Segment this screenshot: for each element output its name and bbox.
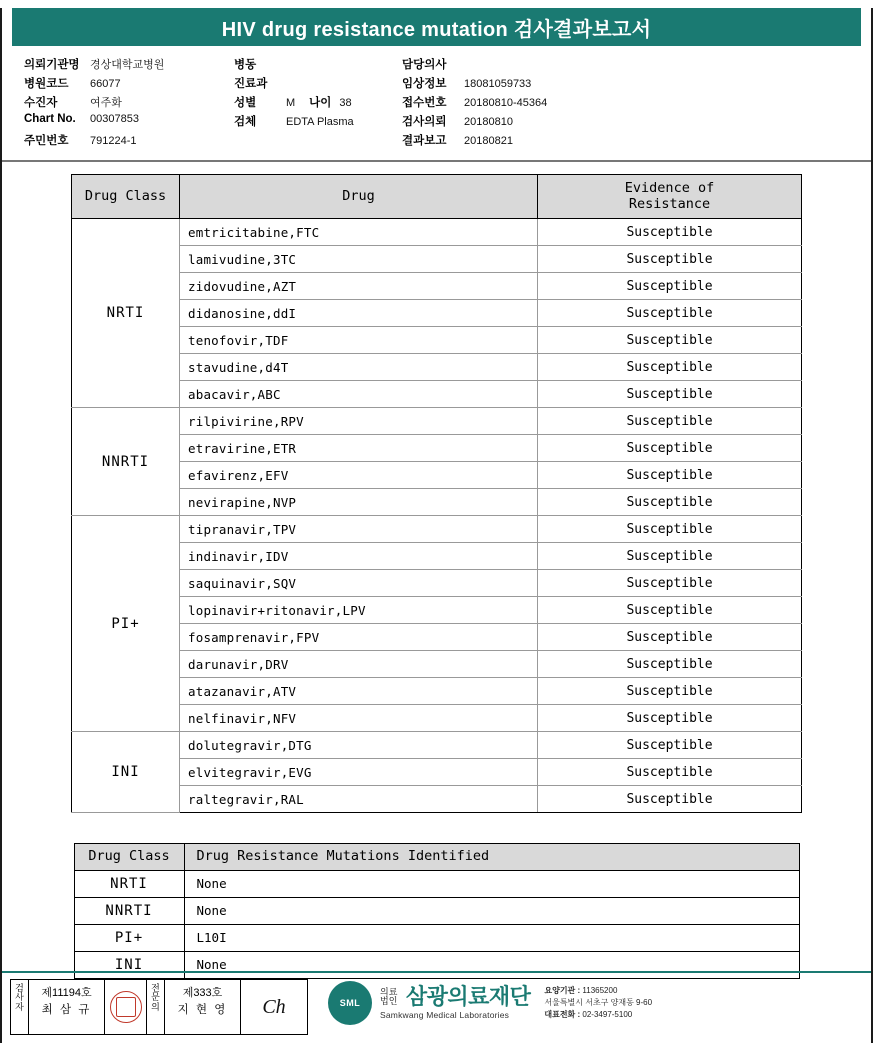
drug-name-cell: elvitegravir,EVG	[180, 759, 538, 786]
mutation-table-header-row	[74, 844, 799, 871]
patient-field-clinical-info-value: 18081059733	[464, 78, 532, 90]
patient-field-accession-no-label: 접수번호	[402, 97, 447, 109]
drug-name-cell: nelfinavir,NFV	[180, 705, 538, 732]
physician-name: 지 현 영	[177, 1003, 228, 1016]
mutation-identified-cell: None	[184, 951, 799, 978]
evidence-cell: Susceptible	[538, 759, 802, 786]
mutation-header-mutations: Drug Resistance Mutations Identified	[184, 844, 799, 871]
table-row	[72, 489, 802, 516]
resistance-table-body	[72, 219, 802, 813]
table-row	[72, 354, 802, 381]
patient-field-ssn	[24, 132, 234, 151]
patient-field-institution-value: 경상대학교병원	[90, 59, 165, 71]
patient-field-report-date-value: 20180821	[464, 135, 513, 147]
patient-field-age-label: 나이	[309, 97, 332, 109]
mutation-drug-class-cell: NRTI	[74, 870, 184, 897]
table-row	[72, 759, 802, 786]
patient-field-sex-label: 성별	[234, 97, 257, 109]
organization-prefix-line2: 법인	[380, 996, 398, 1007]
patient-field-accession-no	[402, 94, 702, 113]
patient-field-physician	[402, 56, 702, 75]
mutation-table	[74, 843, 800, 979]
contact-label-3: 대표전화 :	[544, 1010, 581, 1019]
mutation-identified-cell: None	[184, 897, 799, 924]
drug-name-cell: lopinavir+ritonavir,LPV	[180, 597, 538, 624]
patient-field-hospital-code-label: 병원코드	[24, 78, 69, 90]
evidence-cell: Susceptible	[538, 786, 802, 813]
examiner-name: 최 삼 규	[41, 1003, 92, 1016]
table-row	[72, 381, 802, 408]
contact-line-1	[544, 985, 652, 997]
patient-field-sex-value: M	[286, 97, 296, 109]
patient-field-ssn-label: 주민번호	[24, 135, 69, 147]
sml-logo-icon: SML	[328, 981, 372, 1025]
patient-field-report-date	[402, 132, 702, 151]
drug-class-cell: NRTI	[72, 219, 180, 408]
patient-field-physician-label: 담당의사	[402, 59, 447, 71]
drug-name-cell: emtricitabine,FTC	[180, 219, 538, 246]
evidence-cell: Susceptible	[538, 273, 802, 300]
table-row	[72, 246, 802, 273]
table-row	[72, 408, 802, 435]
evidence-cell: Susceptible	[538, 570, 802, 597]
patient-field-chart-no-label: Chart No.	[24, 113, 76, 125]
organization-prefix	[380, 988, 397, 1007]
physician-signature: Ch	[262, 995, 286, 1018]
drug-name-cell: abacavir,ABC	[180, 381, 538, 408]
evidence-cell: Susceptible	[538, 246, 802, 273]
patient-info-column-2	[234, 56, 399, 132]
drug-name-cell: nevirapine,NVP	[180, 489, 538, 516]
evidence-cell: Susceptible	[538, 354, 802, 381]
contact-value-2: 서울특별시 서초구 양재동 9-60	[544, 998, 653, 1007]
evidence-cell: Susceptible	[538, 408, 802, 435]
patient-field-ward-label: 병동	[234, 59, 257, 71]
table-row	[74, 870, 799, 897]
table-row	[72, 300, 802, 327]
contact-label-1: 요양기관 :	[544, 986, 581, 995]
patient-field-ssn-value: 791224-1	[90, 135, 137, 147]
examiner-name-block	[29, 980, 105, 1034]
patient-field-department	[234, 75, 399, 94]
resistance-header-evidence	[538, 175, 802, 219]
table-row	[72, 732, 802, 759]
drug-name-cell: stavudine,d4T	[180, 354, 538, 381]
drug-class-cell: PI+	[72, 516, 180, 732]
table-row	[72, 273, 802, 300]
evidence-cell: Susceptible	[538, 543, 802, 570]
examiner-stamp-block	[10, 979, 308, 1035]
patient-field-name-label: 수진자	[24, 97, 58, 109]
resistance-table-header-row	[72, 175, 802, 219]
table-row	[72, 678, 802, 705]
drug-class-cell: INI	[72, 732, 180, 813]
drug-name-cell: lamivudine,3TC	[180, 246, 538, 273]
contact-line-2	[544, 997, 652, 1009]
mutation-table-body	[74, 870, 799, 978]
patient-field-specimen-label: 검체	[234, 116, 257, 128]
table-row	[72, 786, 802, 813]
organization-name-english: Samkwang Medical Laboratories	[380, 1010, 510, 1021]
patient-field-sex-age	[234, 94, 399, 113]
patient-info-column-1	[24, 56, 234, 151]
table-row	[72, 705, 802, 732]
evidence-cell: Susceptible	[538, 219, 802, 246]
drug-name-cell: darunavir,DRV	[180, 651, 538, 678]
drug-name-cell: tipranavir,TPV	[180, 516, 538, 543]
footer-inner	[2, 979, 871, 1035]
physician-license: 제333호	[182, 987, 223, 999]
patient-field-chart-no	[24, 113, 234, 132]
physician-name-block	[165, 980, 241, 1034]
table-row	[72, 462, 802, 489]
resistance-table	[71, 174, 802, 813]
examiner-seal	[105, 980, 147, 1034]
patient-field-name-value: 여주화	[90, 97, 122, 109]
resistance-header-evidence-line1: Evidence of	[624, 180, 715, 196]
resistance-table-wrapper	[2, 174, 871, 813]
evidence-cell: Susceptible	[538, 300, 802, 327]
evidence-cell: Susceptible	[538, 705, 802, 732]
table-row	[72, 597, 802, 624]
seal-icon	[110, 991, 142, 1023]
drug-name-cell: saquinavir,SQV	[180, 570, 538, 597]
table-row	[72, 219, 802, 246]
patient-field-chart-no-value: 00307853	[90, 113, 139, 125]
resistance-header-evidence-line2: Resistance	[628, 195, 711, 212]
patient-field-report-date-label: 결과보고	[402, 135, 447, 147]
evidence-cell: Susceptible	[538, 516, 802, 543]
patient-field-order-date	[402, 113, 702, 132]
contact-line-3	[544, 1009, 652, 1021]
report-page	[0, 8, 873, 1043]
drug-class-cell: NNRTI	[72, 408, 180, 516]
evidence-cell: Susceptible	[538, 489, 802, 516]
contact-value-1: 11365200	[582, 986, 618, 995]
drug-name-cell: fosamprenavir,FPV	[180, 624, 538, 651]
patient-field-department-label: 진료과	[234, 78, 268, 90]
examiner-vertical-label: 검사자	[11, 980, 29, 1034]
drug-name-cell: atazanavir,ATV	[180, 678, 538, 705]
physician-vertical-label: 전문의	[147, 980, 165, 1034]
evidence-cell: Susceptible	[538, 381, 802, 408]
contact-value-3: 02-3497-5100	[582, 1010, 633, 1019]
mutation-drug-class-cell: PI+	[74, 924, 184, 951]
patient-field-specimen-value: EDTA Plasma	[286, 116, 354, 128]
table-row	[72, 516, 802, 543]
mutation-identified-cell: None	[184, 870, 799, 897]
table-row	[72, 651, 802, 678]
patient-field-order-date-value: 20180810	[464, 116, 513, 128]
mutation-header-drug-class: Drug Class	[74, 844, 184, 871]
organization-text	[380, 985, 530, 1021]
evidence-cell: Susceptible	[538, 678, 802, 705]
mutation-drug-class-cell: INI	[74, 951, 184, 978]
patient-field-ward	[234, 56, 399, 75]
table-row	[74, 897, 799, 924]
drug-name-cell: zidovudine,AZT	[180, 273, 538, 300]
drug-name-cell: didanosine,ddI	[180, 300, 538, 327]
report-footer	[2, 971, 871, 1043]
resistance-header-drug: Drug	[180, 175, 538, 219]
table-row	[72, 435, 802, 462]
drug-name-cell: tenofovir,TDF	[180, 327, 538, 354]
evidence-cell: Susceptible	[538, 435, 802, 462]
patient-field-name	[24, 94, 234, 113]
evidence-cell: Susceptible	[538, 624, 802, 651]
patient-field-clinical-info-label: 임상정보	[402, 78, 447, 90]
organization-name: 삼광의료재단	[405, 984, 531, 1010]
mutation-drug-class-cell: NNRTI	[74, 897, 184, 924]
contact-info	[544, 979, 652, 1021]
patient-field-accession-no-value: 20180810-45364	[464, 97, 548, 109]
table-row	[72, 570, 802, 597]
patient-field-age-value: 38	[339, 97, 352, 109]
evidence-cell: Susceptible	[538, 651, 802, 678]
patient-info-column-3	[402, 56, 702, 151]
evidence-cell: Susceptible	[538, 597, 802, 624]
mutation-identified-cell: L10I	[184, 924, 799, 951]
drug-name-cell: etravirine,ETR	[180, 435, 538, 462]
evidence-cell: Susceptible	[538, 462, 802, 489]
drug-name-cell: rilpivirine,RPV	[180, 408, 538, 435]
patient-field-hospital-code	[24, 75, 234, 94]
mutation-table-wrapper	[2, 843, 871, 979]
drug-name-cell: indinavir,IDV	[180, 543, 538, 570]
evidence-cell: Susceptible	[538, 732, 802, 759]
organization-logo	[328, 979, 530, 1025]
drug-name-cell: efavirenz,EFV	[180, 462, 538, 489]
patient-field-institution-label: 의뢰기관명	[24, 59, 80, 71]
table-row	[72, 327, 802, 354]
drug-name-cell: raltegravir,RAL	[180, 786, 538, 813]
resistance-header-drug-class: Drug Class	[72, 175, 180, 219]
examiner-license: 제11194호	[41, 987, 92, 999]
table-row	[72, 624, 802, 651]
table-row	[72, 543, 802, 570]
patient-header	[2, 52, 871, 162]
patient-field-clinical-info	[402, 75, 702, 94]
organization-prefix-line1: 의료	[380, 986, 398, 997]
patient-field-order-date-label: 검사의뢰	[402, 116, 447, 128]
patient-field-institution	[24, 56, 234, 75]
patient-field-specimen	[234, 113, 399, 132]
report-title: HIV drug resistance mutation 검사결과보고서	[12, 8, 861, 46]
drug-name-cell: dolutegravir,DTG	[180, 732, 538, 759]
evidence-cell: Susceptible	[538, 327, 802, 354]
table-row	[74, 924, 799, 951]
patient-field-hospital-code-value: 66077	[90, 78, 121, 90]
